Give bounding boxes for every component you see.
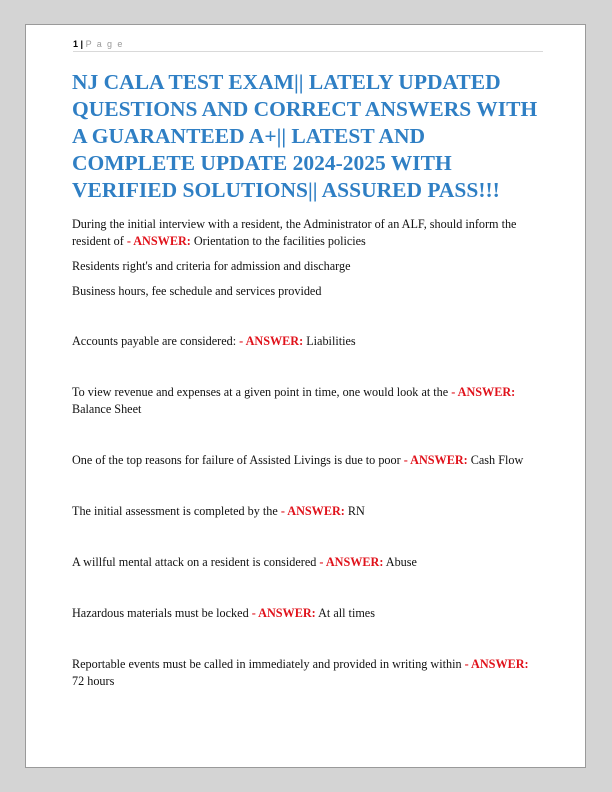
qa-item [72, 503, 542, 520]
qa-item [72, 656, 542, 690]
answer-marker: - ANSWER: [239, 334, 304, 348]
page-number: 1 [73, 39, 79, 49]
answer-text: Balance Sheet [72, 402, 142, 416]
answer-text: 72 hours [72, 674, 115, 688]
question-text: Hazardous materials must be locked [72, 606, 249, 620]
question-text: Accounts payable are considered: [72, 334, 237, 348]
question-text: To view revenue and expenses at a given point in time, one would look at the [72, 385, 449, 399]
answer-text: At all times [318, 606, 375, 620]
page-separator: | [80, 39, 84, 49]
question-text: One of the top reasons for failure of Assisted Livings is due to poor [72, 453, 401, 467]
page-header [73, 37, 543, 52]
answer-marker: - ANSWER: [319, 555, 384, 569]
qa-item [72, 216, 542, 250]
document-title: NJ CALA TEST EXAM|| LATELY UPDATED QUESTIONS AND CORRECT ANSWERS WITH A GUARANTEED A+|| LATEST AND COMPLETE UPDATE 2024-2025 WITH VERIFIED SOLUTIONS|| ASSURED PASS!!! [72, 70, 538, 202]
question-text: During the initial interview with a resident, the Administrator of an ALF, should inform the resident of [72, 217, 517, 248]
text-line: Residents right's and criteria for admission and discharge [72, 259, 351, 273]
answer-marker: - ANSWER: [451, 385, 516, 399]
document-page [25, 24, 586, 768]
qa-item [72, 333, 542, 350]
answer-marker: - ANSWER: [403, 453, 468, 467]
qa-item [72, 554, 542, 571]
question-text: The initial assessment is completed by the [72, 504, 278, 518]
document-body [72, 216, 542, 690]
answer-marker: - ANSWER: [251, 606, 316, 620]
answer-marker: - ANSWER: [126, 234, 191, 248]
answer-text: Orientation to the facilities policies [193, 234, 366, 248]
question-text: Reportable events must be called in immediately and provided in writing within [72, 657, 462, 671]
qa-item [72, 452, 542, 469]
qa-item [72, 384, 542, 418]
answer-text: Abuse [385, 555, 417, 569]
text-line: Business hours, fee schedule and services provided [72, 284, 322, 298]
question-text: A willful mental attack on a resident is considered [72, 555, 317, 569]
qa-item [72, 605, 542, 622]
answer-text: Cash Flow [470, 453, 524, 467]
answer-text: Liabilities [306, 334, 356, 348]
answer-marker: - ANSWER: [464, 657, 529, 671]
page-label: P a g e [85, 39, 124, 49]
answer-marker: - ANSWER: [280, 504, 345, 518]
answer-text: RN [347, 504, 365, 518]
